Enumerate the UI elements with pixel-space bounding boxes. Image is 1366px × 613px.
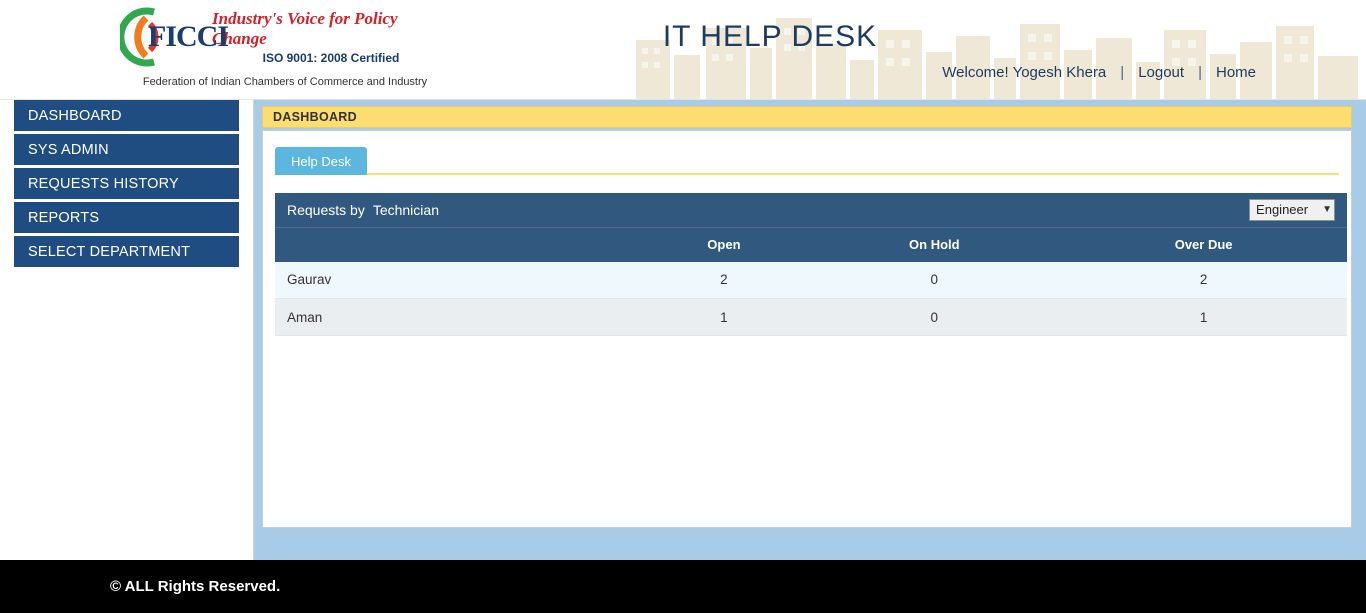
column-header-on-hold: On Hold [808,228,1060,262]
sidebar-item-label: SELECT DEPARTMENT [28,244,191,260]
user-bar [942,64,1256,81]
separator-1: | [1120,64,1125,81]
cell-over-due: 2 [1060,262,1347,299]
breadcrumb: DASHBOARD [262,106,1352,128]
ficci-logo[interactable] [120,6,450,98]
page-footer [0,560,1366,613]
app-title-area [560,20,980,54]
sidebar-item-dashboard[interactable] [14,100,239,132]
card-title-prefix: Requests by [287,202,365,218]
column-header-open: Open [639,228,808,262]
column-header-over-due: Over Due [1060,228,1347,262]
home-link[interactable]: Home [1215,64,1256,81]
card-title-suffix: Technician [372,202,439,218]
requests-by-technician-card [275,193,1347,336]
table-header-row [275,228,1347,262]
sidebar-item-label: REQUESTS HISTORY [28,176,179,192]
sidebar-item-reports[interactable] [14,202,239,234]
sidebar-item-label: REPORTS [28,210,100,226]
engineer-filter-select[interactable] [1249,199,1335,221]
cell-technician-name: Aman [275,299,639,336]
table-row[interactable] [275,262,1347,299]
ficci-tagline: Industry's Voice for Policy Change [212,9,398,48]
engineer-filter-value: Engineer [1256,202,1309,217]
sidebar-item-sys-admin[interactable] [14,134,239,166]
copyright-text: © ALL Rights Reserved. [110,578,281,595]
cell-on-hold: 0 [808,262,1060,299]
dashboard-panel [262,130,1352,528]
page-body [0,100,1366,560]
main-content [254,100,1366,560]
ficci-federation-line: Federation of Indian Chambers of Commerce and Industry [142,76,428,88]
ficci-emblem-icon [120,6,229,68]
requests-table [275,227,1347,336]
page-header [0,0,1366,100]
cell-technician-name: Gaurav [275,262,639,299]
sidebar-item-requests-history[interactable] [14,168,239,200]
ficci-wordmark: FICCI [148,20,229,53]
logout-link[interactable]: Logout [1138,64,1185,81]
cell-open: 1 [639,299,808,336]
sidebar-item-label: SYS ADMIN [28,142,109,158]
cell-on-hold: 0 [808,299,1060,336]
page-title: IT HELP DESK [662,20,878,53]
sidebar-item-select-department[interactable] [14,236,239,268]
column-header-name [275,228,639,262]
cell-over-due: 1 [1060,299,1347,336]
separator-2: | [1198,64,1202,81]
table-row[interactable] [275,299,1347,336]
welcome-text: Welcome! Yogesh Khera [942,64,1107,81]
cell-open: 2 [639,262,808,299]
card-header [275,193,1347,227]
tab-bar [275,145,1339,175]
sidebar [0,100,254,560]
ficci-iso-line: ISO 9001: 2008 Certified [262,51,400,65]
chevron-down-icon: ▼ [1322,204,1332,215]
sidebar-item-label: DASHBOARD [28,108,122,124]
tab-help-desk[interactable]: Help Desk [275,147,367,175]
